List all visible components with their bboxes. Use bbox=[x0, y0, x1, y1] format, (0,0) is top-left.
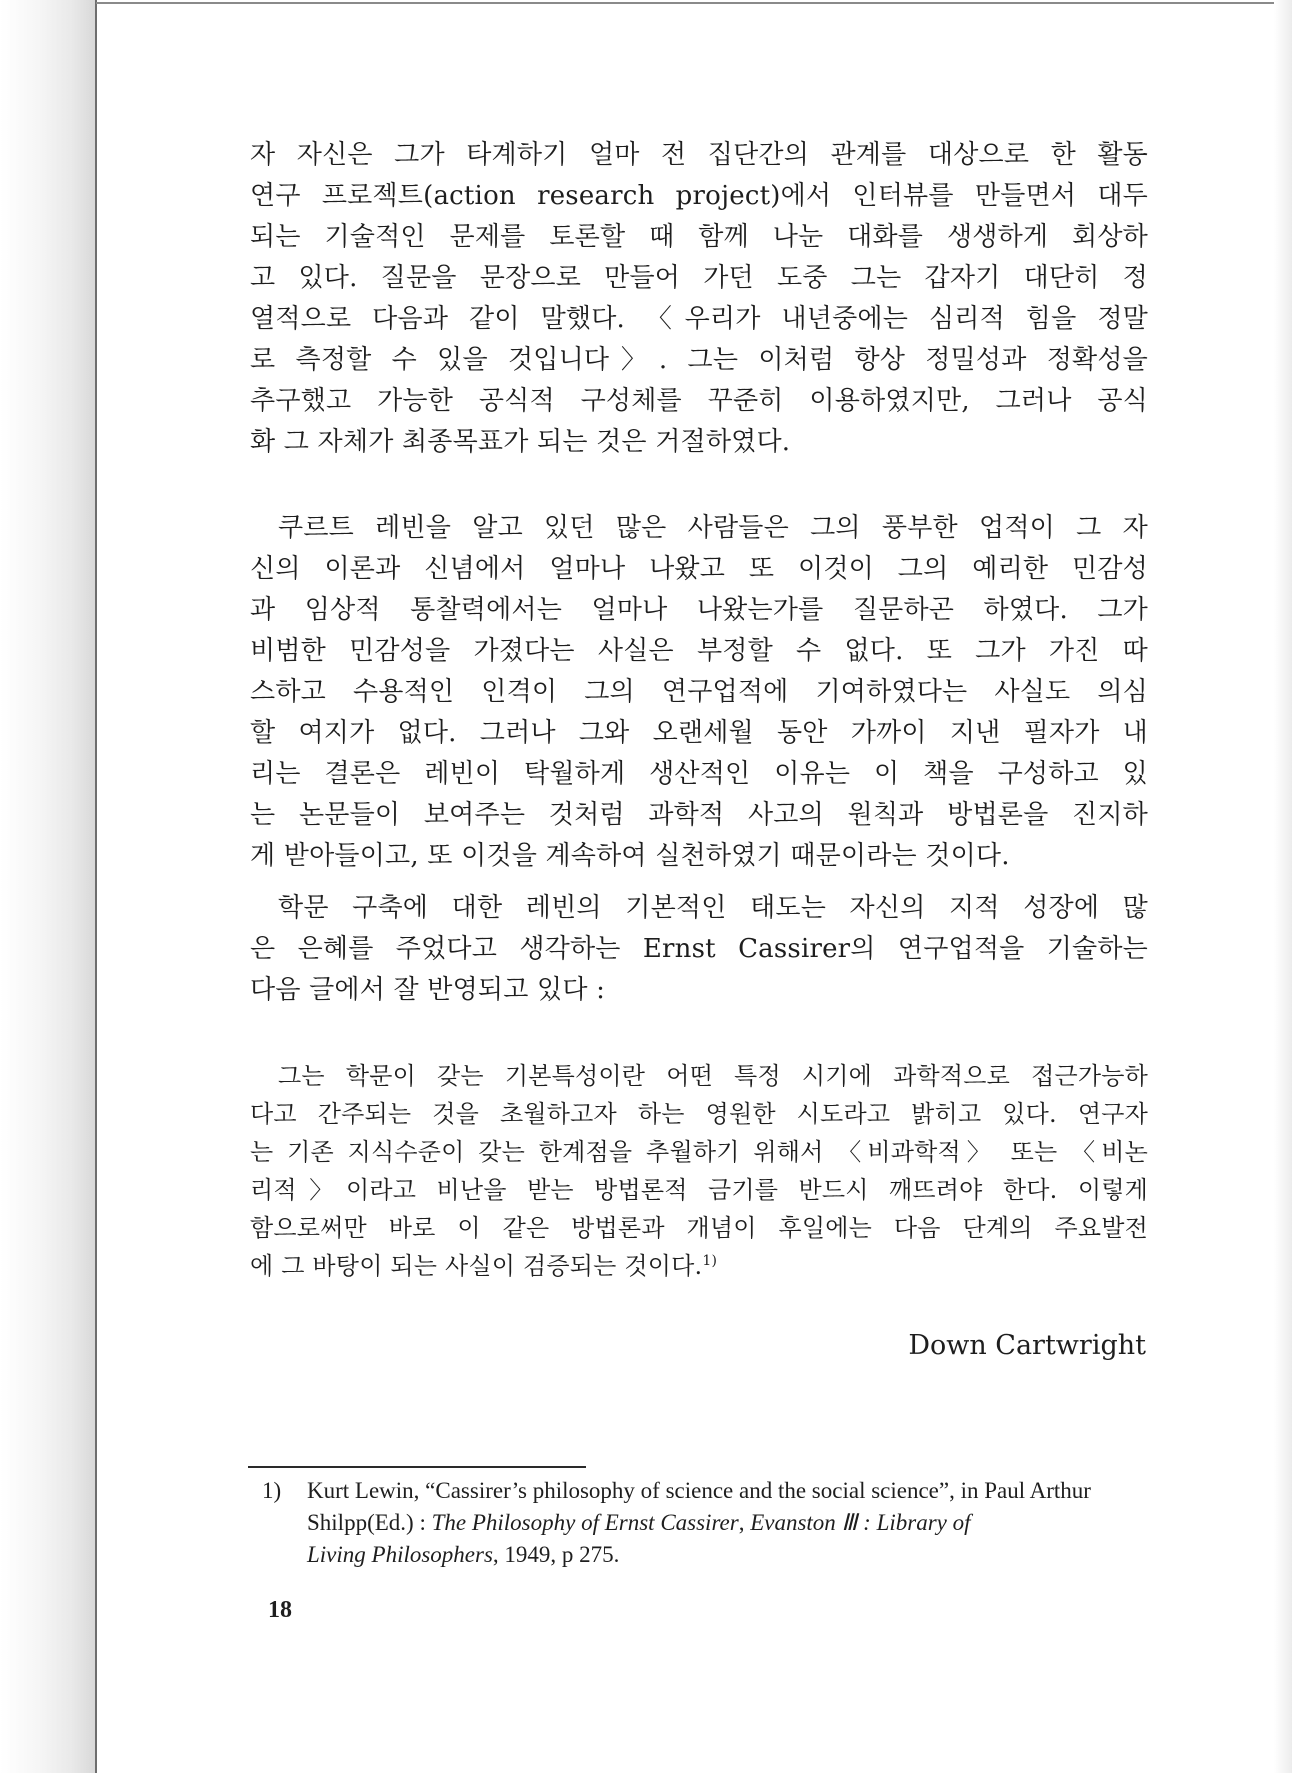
quote-line-text: 에 그 바탕이 되는 사실이 검증되는 것이다. bbox=[250, 1252, 703, 1280]
text-line: 는 논문들이 보여주는 것처럼 과학적 사고의 원칙과 방법론을 진지하 bbox=[250, 800, 1148, 830]
text-line: 연구 프로젝트(action research project)에서 인터뷰를 만들면서 대두 bbox=[250, 181, 1148, 211]
text-line: 학문 구축에 대한 레빈의 기본적인 태도는 자신의 지적 성장에 많 bbox=[278, 893, 1148, 923]
text-line: 고 있다. 질문을 문장으로 만들어 가던 도중 그는 갑자기 대단히 정 bbox=[250, 263, 1148, 293]
footnote-divider bbox=[248, 1466, 586, 1468]
text-line: 비범한 민감성을 가졌다는 사실은 부정할 수 없다. 또 그가 가진 따 bbox=[250, 636, 1148, 666]
footnote-marker: 1) bbox=[262, 1478, 282, 1503]
footnote-reference: 1) bbox=[702, 1253, 718, 1269]
text-line: 화 그 자체가 최종목표가 되는 것은 거절하였다. bbox=[250, 427, 791, 457]
text-line: 신의 이론과 신념에서 얼마나 나왔고 또 이것이 그의 예리한 민감성 bbox=[250, 554, 1148, 584]
text-line: 자 자신은 그가 타계하기 얼마 전 집단간의 관계를 대상으로 한 활동 bbox=[250, 140, 1148, 170]
text-line: 과 임상적 통찰력에서는 얼마나 나왔는가를 질문하곤 하였다. 그가 bbox=[250, 595, 1148, 625]
footnote-book-title: The Philosophy of Ernst Cassirer bbox=[431, 1510, 739, 1535]
text-line: 리는 결론은 레빈이 탁월하게 생산적인 이유는 이 책을 구성하고 있 bbox=[250, 759, 1148, 789]
page-right-edge bbox=[1274, 0, 1292, 1773]
footnote-line-1 bbox=[262, 1475, 1148, 1507]
footnote-separator: , bbox=[738, 1510, 751, 1535]
quote-line: 리적〉이라고 비난을 받는 방법론적 금기를 반드시 깨뜨려야 한다. 이렇게 bbox=[250, 1176, 1148, 1204]
text-line: 로 측정할 수 있을 것입니다〉. 그는 이처럼 항상 정밀성과 정확성을 bbox=[250, 345, 1148, 375]
text-line: 은 은혜를 주었다고 생각하는 Ernst Cassirer의 연구업적을 기술하는 bbox=[250, 934, 1148, 964]
author-signature: Down Cartwright bbox=[908, 1330, 1146, 1361]
paragraph-3 bbox=[250, 888, 1148, 1011]
paragraph-2 bbox=[250, 508, 1148, 877]
text-line: 스하고 수용적인 인격이 그의 연구업적에 기여하였다는 사실도 의심 bbox=[250, 677, 1148, 707]
text-line: 할 여지가 없다. 그러나 그와 오랜세월 동안 가까이 지낸 필자가 내 bbox=[250, 718, 1148, 748]
text-line: 열적으로 다음과 같이 말했다. 〈우리가 내년중에는 심리적 힘을 정말 bbox=[250, 304, 1148, 334]
page-number: 18 bbox=[268, 1597, 292, 1623]
quote-line: 는 기존 지식수준이 갖는 한계점을 추월하기 위해서 〈비과학적〉 또는 〈비논 bbox=[250, 1138, 1148, 1166]
text-line: 게 받아들이고, 또 이것을 계속하여 실천하였기 때문이라는 것이다. bbox=[250, 841, 1010, 871]
page-top-edge bbox=[96, 2, 1292, 4]
text-line: 다음 글에서 잘 반영되고 있다 : bbox=[250, 975, 606, 1005]
footnote-editor: Shilpp(Ed.) : bbox=[307, 1510, 432, 1535]
footnote-line-2 bbox=[262, 1507, 1148, 1539]
block-quote bbox=[250, 1057, 1148, 1285]
text-line: 쿠르트 레빈을 알고 있던 많은 사람들은 그의 풍부한 업적이 그 자 bbox=[278, 513, 1148, 543]
quote-line: 다고 간주되는 것을 초월하고자 하는 영원한 시도라고 밝히고 있다. 연구자 bbox=[250, 1100, 1148, 1128]
text-line: 되는 기술적인 문제를 토론할 때 함께 나눈 대화를 생생하게 회상하 bbox=[250, 222, 1148, 252]
page-left-edge bbox=[95, 0, 97, 1773]
footnote-line-3 bbox=[262, 1539, 1148, 1571]
quote-line: 함으로써만 바로 이 같은 방법론과 개념이 후일에는 다음 단계의 주요발전 bbox=[250, 1214, 1148, 1242]
quote-last-line bbox=[250, 1247, 1148, 1285]
page-gutter-shadow bbox=[0, 0, 96, 1773]
footnote-publisher: Evanston Ⅲ : Library of bbox=[750, 1510, 971, 1535]
text-line: 추구했고 가능한 공식적 구성체를 꾸준히 이용하였지만, 그러나 공식 bbox=[250, 386, 1148, 416]
quote-line: 그는 학문이 갖는 기본특성이란 어떤 특정 시기에 과학적으로 접근가능하 bbox=[278, 1062, 1148, 1090]
footnote-series: Living Philosophers bbox=[307, 1542, 493, 1567]
footnote-year-page: , 1949, p 275. bbox=[492, 1542, 620, 1567]
footnote bbox=[262, 1475, 1148, 1571]
paragraph-1 bbox=[250, 135, 1148, 463]
footnote-text: Kurt Lewin, “Cassirer’s philosophy of science and the social science”, in Paul Arthur bbox=[307, 1478, 1091, 1503]
